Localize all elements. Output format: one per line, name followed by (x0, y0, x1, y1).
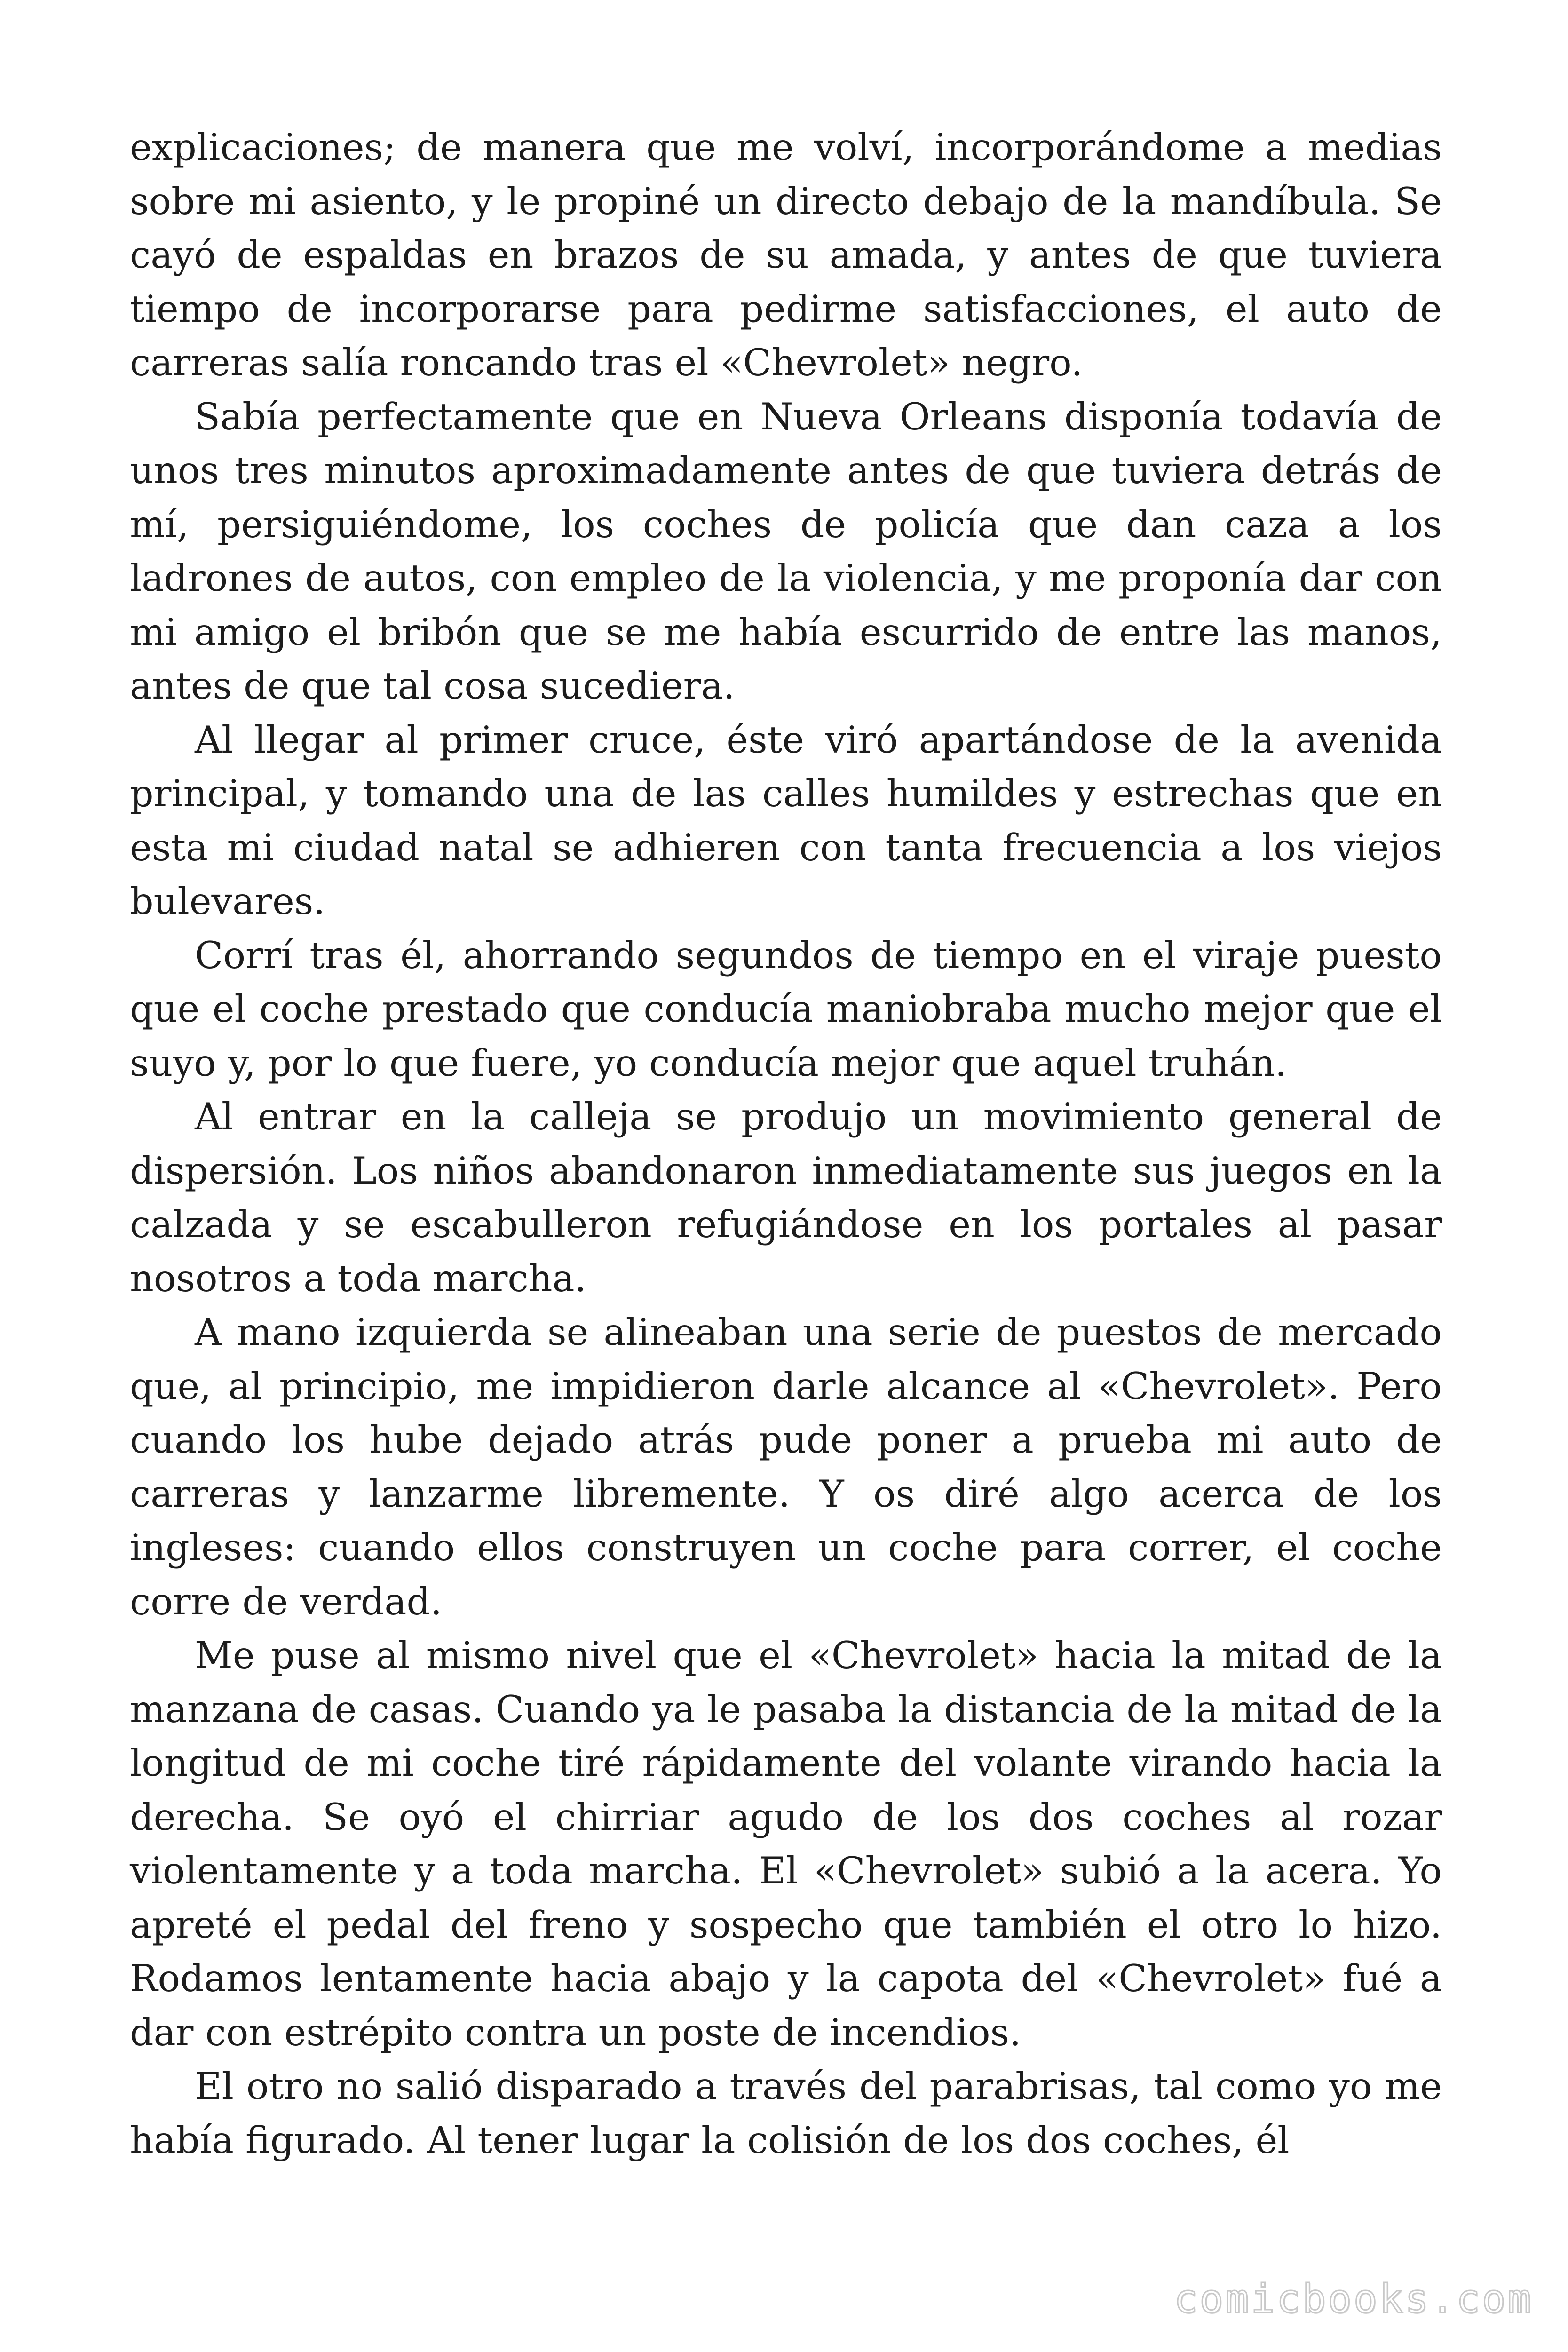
paragraph: Corrí tras él, ahorrando segundos de tiempo en el viraje puesto que el coche prestado que conducía maniobraba mucho mejor que el suyo y, por lo que fuere, yo conducía mejor que aquel truhán. (130, 933, 1442, 1085)
paragraph: Al entrar en la calleja se produjo un movimiento general de dispersión. Los niños abandonaron inmediatamente sus juegos en la calzada y se escabulleron refugiándose en los portales al pasar nosotros a toda marcha. (130, 1095, 1442, 1300)
paragraph: Al llegar al primer cruce, éste viró apartándose de la avenida principal, y tomando una de las calles humildes y estrechas que en esta mi ciudad natal se adhieren con tanta frecuencia a los viejos bulevares. (130, 718, 1442, 923)
watermark: comicbooks.com (1173, 2276, 1533, 2322)
body-text (130, 120, 1442, 2167)
paragraph-truncated: El otro no salió disparado a través del parabrisas, tal como yo me había figurado. Al tener lugar la colisión de los dos coches, él (130, 2065, 1442, 2162)
paragraph-continued: explicaciones; de manera que me volví, incorporándome a medias sobre mi asiento, y le propiné un directo debajo de la mandíbula. Se cayó de espaldas en brazos de su amada, y antes de que tuviera tiempo de incorporarse para pedirme satisfacciones, el auto de carreras salía roncando tras el «Chevrolet» negro. (130, 126, 1442, 384)
paragraph: Sabía perfectamente que en Nueva Orleans disponía todavía de unos tres minutos aproximadamente antes de que tuviera detrás de mí, persiguiéndome, los coches de policía que dan caza a los ladrones de autos, con empleo de la violencia, y me proponía dar con mi amigo el bribón que se me había escurrido de entre las manos, antes de que tal cosa sucediera. (130, 395, 1442, 707)
paragraph: A mano izquierda se alineaban una serie de puestos de mercado que, al principio, me impidieron darle alcance al «Chevrolet». Pero cuando los hube dejado atrás pude poner a prueba mi auto de carreras y lanzarme libremente. Y os diré algo acerca de los ingleses: cuando ellos construyen un coche para correr, el coche corre de verdad. (130, 1311, 1442, 1623)
paragraph: Me puse al mismo nivel que el «Chevrolet» hacia la mitad de la manzana de casas. Cuando ya le pasaba la distancia de la mitad de la longitud de mi coche tiré rápidamente del volante virando hacia la derecha. Se oyó el chirriar agudo de los dos coches al rozar violentamente y a toda marcha. El «Chevrolet» subió a la acera. Yo apreté el pedal del freno y sospecho que también el otro lo hizo. Rodamos lentamente hacia abajo y la capota del «Chevrolet» fué a dar con estrépito contra un poste de incendios. (130, 1634, 1442, 2054)
